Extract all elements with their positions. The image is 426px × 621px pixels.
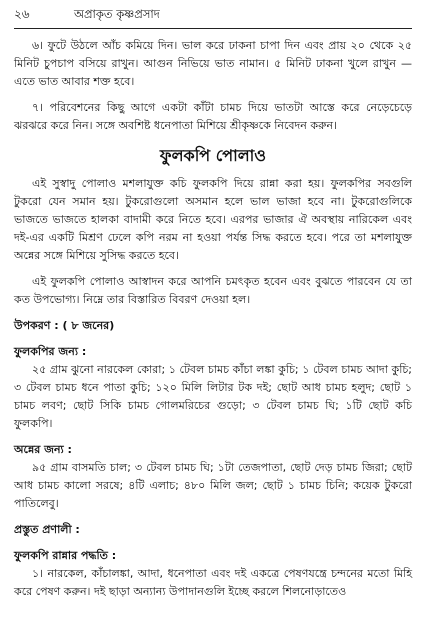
method-sub-label: ফুলকপি রান্নার পদ্ধতি :	[14, 549, 117, 562]
rice-label: অন্নের জন্য :	[14, 443, 72, 456]
cauliflower-ingredients: ২৫ গ্রাম ঝুনো নারকেল কোরা; ১ টেবল চামচ কাঁচা লঙ্কা কুচি; ১ টেবল চামচ আদা কুচি; ৩ টেবল চামচ ধনে পাতা কুচি; ১২০ মিলি লিটার টক দই; ছোট আধ চামচ হলুদ; ছোট ১ চামচ লবণ; ছোট সিকি চামচ গোলমরিচের গুড়ো; ৩ টেবল চামচ ঘি; ১টি ছোট কচি ফুলকপি।	[14, 363, 412, 430]
running-title: অপ্রাকৃত কৃষ্ণপ্রসাদ	[74, 7, 160, 21]
method-label: প্রস্তুত প্রণালী :	[14, 523, 80, 536]
intro-paragraph-1: এই সুস্বাদু পোলাও মশলাযুক্ত কচি ফুলকপি দিয়ে রান্না করা হয়। ফুলকপির সবগুলি টুকরো যেন সমান হয়। টুকরোগুলো অসমান হলে ভাল ভাজা হবে না। টুকরোগুলিকে ভাজতে ভাজতে হালকা বাদামী করে নিতে হবে। এরপর ভাজার ঐ অবস্থায় নারিকেল এবং দই-এর একটি মিশ্রণ ঢেলে কপি নরম না হওয়া পর্যন্ত সিদ্ধ করতে হবে। পরে তা মশলাযুক্ত অন্নের সঙ্গে মিশিয়ে সুসিদ্ধ করতে হবে।	[14, 177, 412, 262]
step-7: ৭। পরিবেশনের কিছু আগে একটা কাঁটা চামচ দিয়ে ভাতটা আস্তে করে নেড়েচেড়ে ঝরঝরে করে নিন। সঙ্গে অবশিষ্ট ধনেপাতা মিশিয়ে শ্রীকৃষ্ণকে নিবেদন করুন।	[14, 101, 412, 132]
rice-ingredients: ৯৫ গ্রাম বাসমতি চাল; ৩ টেবল চামচ ঘি; ১টা তেজপাতা, ছোট দেড় চামচ জিরা; ছোট আধ চামচ কালো সরষে; ৪টি এলাচ; ৪৮০ মিলি জল; ছোট ১ চামচ চিনি; কয়েক টুকরো পাতিলেবু।	[14, 461, 412, 510]
step-6: ৬। ফুটে উঠলে আঁচ কমিয়ে দিন। ভাল করে ঢাকনা চাপা দিন এবং প্রায় ২০ থেকে ২৫ মিনিট চুপচাপ বসিয়ে রাখুন। আগুন নিভিয়ে ভাত নামান। ৫ মিনিট ঢাকনা খুলে রাখুন — এতে ভাত আবার শক্ত হবে।	[14, 39, 412, 88]
page-number: ২৬	[14, 7, 30, 21]
cauliflower-label: ফুলকপির জন্য :	[14, 345, 87, 358]
page-header	[14, 6, 412, 29]
intro-paragraph-2: এই ফুলকপি পোলাও আস্বাদন করে আপনি চমৎকৃত হবেন এবং বুঝতে পারবেন যে তা কত উপভোগ্য। নিম্নে তার বিস্তারিত বিবরণ দেওয়া হল।	[14, 275, 412, 306]
ingredients-label: উপকরণ : ( ৮ জনের)	[14, 319, 115, 332]
method-step-1: ১। নারকেল, কাঁচালঙ্কা, আদা, ধনেপাতা এবং দই একত্রে পেষণযন্ত্রে চন্দনের মতো মিহি করে পেষণ করুন। দই ছাড়া অন্যান্য উপাদানগুলি ইচ্ছে করলে শিলনোড়াতেও	[14, 567, 412, 598]
recipe-title: ফুলকপি পোলাও	[159, 146, 267, 165]
